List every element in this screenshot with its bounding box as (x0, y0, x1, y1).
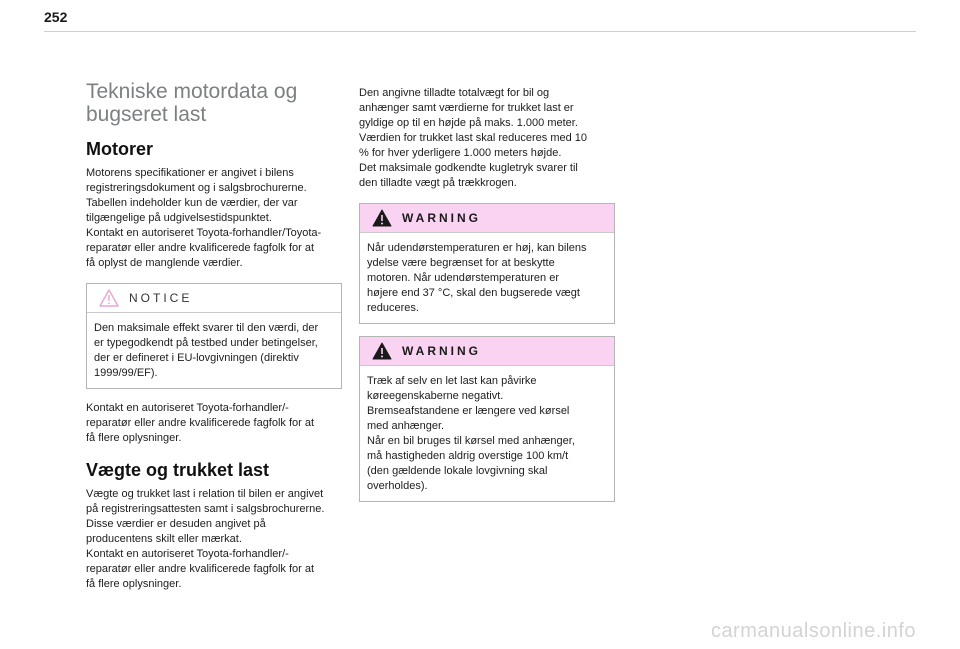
contact-text: Kontakt en autoriseret Toyota-forhandler/- reparatør eller andre kvalificerede fagfolk for at få flere oplysninger. (86, 402, 315, 444)
warning-body-1 (360, 232, 614, 323)
right-column (359, 86, 615, 502)
warning-body-2 (360, 365, 614, 501)
heading-vaegte: Vægte og trukket last (86, 460, 270, 480)
section-title: Tekniske motordata og bugseret last (86, 80, 298, 126)
page-number: 252 (44, 9, 68, 25)
header-rule (44, 31, 916, 32)
warning-text-2: Træk af selv en let last kan påvirke køreegenskaberne negativt. Bremseafstandene er længere ved kørsel med anhænger. Når en bil bruges til kørsel med anhænger, må hastigheden aldrig overstige 100 km/t (den gældende lokale lovgivning skal overholdes). (367, 375, 575, 492)
intro-text: Den angivne tilladte totalvægt for bil og anhænger samt værdierne for trukket last er gyldige op til en højde på maks. 1.000 meter. Værdien for trukket last skal reduceres med 10 % for hver yderligere 1.000 meters højde. Det maksimale godkendte kugletryk svarer til den tilladte vægt på trækkrogen. (359, 87, 588, 189)
warning-box-1 (359, 203, 615, 324)
watermark: carmanualsonline.info (710, 620, 916, 642)
warning-triangle-icon (372, 209, 392, 227)
notice-label: NOTICE (129, 291, 193, 305)
warning-label-1: WARNING (402, 211, 481, 225)
warning-triangle-icon (372, 342, 392, 360)
warning-box-2 (359, 336, 615, 502)
heading-motorer: Motorer (86, 139, 153, 159)
notice-body (87, 312, 341, 388)
notice-box (86, 283, 342, 389)
caution-triangle-icon (99, 289, 119, 307)
warning-text-1: Når udendørstemperaturen er høj, kan bilens ydelse være begrænset for at beskytte motoren. Når udendørstemperaturen er højere end 37 °C, skal den bugserede vægt reduceres. (367, 242, 587, 314)
vaegte-text: Vægte og trukket last i relation til bilen er angivet på registreringsattesten samt i salgsbrochurerne. Disse værdier er desuden angivet på producentens skilt eller mærkat. Kontakt en autoriseret Toyota-forhandler/- reparatør eller andre kvalificerede fagfolk for at få flere oplysninger. (86, 488, 325, 590)
notice-header (87, 284, 341, 312)
warning-label-2: WARNING (402, 344, 481, 358)
left-column (86, 80, 342, 592)
warning-header-2 (360, 337, 614, 365)
motorer-text: Motorens specifikationer er angivet i bilens registreringsdokument og i salgsbrochurerne. Tabellen indeholder kun de værdier, der var tilgængelige på udgivelsestidspunktet. Kontakt en autoriseret Toyota-forhandler/Toyota- reparatør eller andre kvalificerede fagfolk for at få oplyst de manglende værdier. (86, 167, 322, 269)
notice-text: Den maksimale effekt svarer til den værdi, der er typegodkendt på testbed under betingelser, der er defineret i EU-lovgivningen (direktiv 1999/99/EF). (94, 322, 319, 379)
warning-header-1 (360, 204, 614, 232)
